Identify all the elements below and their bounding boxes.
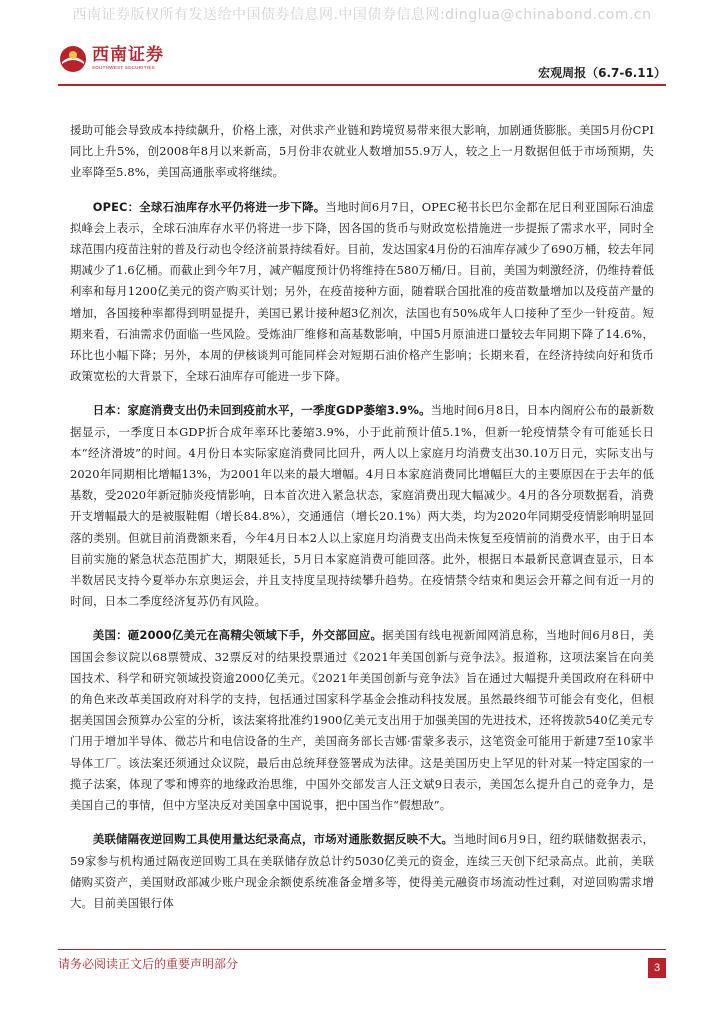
paragraph-lead: 日本：家庭消费支出仍未回到疫前水平，一季度GDP萎缩3.9%。 (92, 403, 431, 418)
paragraph-lead: 美国：砸2000亿美元在高精尖领域下手，外交部回应。 (92, 628, 383, 643)
report-body (70, 120, 654, 927)
header-divider (58, 84, 666, 86)
paragraph-lead: 美联储隔夜逆回购工具使用量达纪录高点，市场对通胀数据反映不大。 (92, 832, 454, 847)
paragraph-lead: OPEC：全球石油库存水平仍将进一步下降。 (92, 199, 326, 214)
report-title: 宏观周报（6.7-6.11） (538, 66, 666, 80)
company-logo (58, 44, 164, 74)
paragraph-opec (70, 197, 654, 388)
footer-divider (58, 949, 666, 950)
paragraph-text: 援助可能会导致成本持续飙升，价格上涨，对供求产业链和跨境贸易带来很大影响，加剧通货膨胀。美国5月份CPI同比上升5%，创2008年8月以来新高，5月份非农就业人数增加55.9万人，较之上一月数据但低于市场预期，失业率降至5.8%，美国高通胀率或将继续。 (70, 123, 654, 180)
paragraph-continuation (70, 120, 654, 184)
paragraph-fed-repo (70, 829, 654, 914)
paragraph-text: 当地时间6月8日，日本内阁府公布的最新数据显示，一季度日本GDP折合成年率环比萎缩3.9%，小于此前预计值5.1%，但新一轮疫情禁令有可能延长日本“经济滑坡”的时间。4月份日本实际家庭消费同比回升，两人以上家庭月均消费支出30.10万日元，实际支出与2020年同期相比增幅13%，为2001年以来的最大增幅。4月日本家庭消费同比增幅巨大的主要原因在于去年的低基数，受2020年新冠肺炎疫情影响，日本首次进入紧急状态，家庭消费出现大幅减少。4月的各分项数据看，消费开支增幅最大的是被服鞋帽（增长84.8%），交通通信（增长20.1%）两大类，均为2020年同期受疫情影响明显回落的类别。但就目前消费额来看，今年4月日本2人以上家庭月均消费支出尚未恢复至疫情前的消费水平，由于日本目前实施的紧急状态范围扩大，期限延长，5月日本家庭消费可能回落。此外，根据日本最新民意调查显示，日本半数居民支持今夏举办东京奥运会，并且支持度呈现持续攀升趋势。在疫情禁令结束和奥运会开幕之间有近一月的时间，日本二季度经济复苏仍有风险。 (70, 403, 654, 609)
paragraph-text: 当地时间6月7日，OPEC秘书长巴尔金都在尼日利亚国际石油虚拟峰会上表示，全球石油库存水平仍将进一步下降，因各国的货币与财政宽松措施进一步提振了需求水平，同时全球范围内疫苗注射的普及行动也令经济前景持续看好。目前，发达国家4月份的石油库存减少了690万桶，较去年同期减少了1.6亿桶。而截止到今年7月，减产幅度预计仍将维持在580万桶/日。目前，美国为刺激经济，仍维持着低利率和每月1200亿美元的资产购买计划；另外，在疫苗接种方面，随着联合国批准的疫苗数量增加以及疫苗产量的增加，各国接种率都得到明显提升，美国已累计接种超3亿剂次，法国也有50%成年人口接种了至少一针疫苗。短期来看，石油需求仍面临一些风险。受炼油厂维修和高基数影响，中国5月原油进口量较去年同期下降了14.6%，环比也小幅下降；另外，本周的伊核谈判可能同样会对短期石油价格产生影响；长期来看，在经济持续向好和货币政策宽松的大背景下，全球石油库存可能进一步下降。 (70, 199, 654, 384)
logo-chinese-name: 西南证券 (92, 45, 164, 66)
page-number: 3 (648, 958, 666, 978)
disclaimer-text: 请务必阅读正文后的重要声明部分 (58, 957, 239, 971)
logo-sun-icon (58, 44, 88, 74)
watermark: 西南证券版权所有发送给中国债券信息网.中国债券信息网:dinglua@chinabond.com.cn (72, 7, 652, 23)
paragraph-us-innovation (70, 625, 654, 816)
paragraph-japan (70, 400, 654, 612)
logo-english-name: SOUTHWEST SECURITIES (92, 65, 155, 71)
paragraph-text: 当地时间6月9日，纽约联储数据表示，59家参与机构通过隔夜逆回购工具在美联储存放总计约5030亿美元的资金，连续三天创下纪录高点。此前，美联储购买资产，美国财政部减少账户现金余额使系统准备金增多等，使得美元融资市场流动性过剩，对逆回购需求增大。目前美国银行体 (70, 832, 654, 910)
paragraph-text: 据美国有线电视新闻网消息称，当地时间6月8日，美国国会参议院以68票赞成、32票反对的结果投票通过《2021年美国创新与竞争法》。报道称，这项法案旨在向美国技术、科学和研究领域投资逾2000亿美元。《2021年美国创新与竞争法》旨在通过大幅提升美国政府在科研中的角色来改革美国政府对科学的支持，包括通过国家科学基金会推动科技发展。虽然最终细节可能会有变化，但根据美国国会预算办公室的分析，该法案将批准约1900亿美元支出用于加强美国的先进技术，还将拨款540亿美元专门用于增加半导体、微芯片和电信设备的生产，美国商务部长吉娜·雷蒙多表示，这笔资金可能用于新建7至10家半导体工厂。该法案还须通过众议院，最后由总统拜登签署成为法律。这是美国历史上罕见的针对某一特定国家的一揽子法案，体现了零和博弈的地缘政治思维，中国外交部发言人汪文斌9日表示，美国怎么提升自己的竞争力，是美国自己的事情，但中方坚决反对美国拿中国说事，把中国当作“假想敌”。 (70, 628, 654, 813)
